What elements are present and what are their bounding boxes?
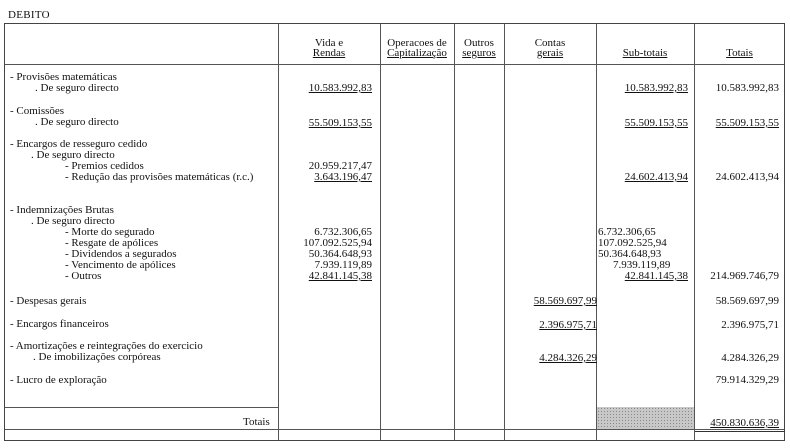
row-label: - Lucro de exploração bbox=[10, 374, 107, 386]
column-header-vida-line1: Vida e bbox=[314, 37, 344, 49]
total-value: 2.396.975,71 bbox=[721, 319, 779, 331]
column-divider bbox=[504, 24, 505, 440]
column-header-contas-line2: gerais bbox=[536, 47, 564, 59]
subtotal-value: 7.939.119,89 bbox=[613, 259, 671, 271]
row-item-label: - Morte do segurado bbox=[65, 226, 155, 238]
row-item-label: - Dividendos a segurados bbox=[65, 248, 177, 260]
subtotal-value: 6.732.306,65 bbox=[598, 226, 656, 238]
footer-bottom-rule bbox=[5, 429, 784, 430]
column-header-outros-line2: seguros bbox=[462, 47, 496, 59]
row-label: - Encargos de resseguro cedido bbox=[10, 138, 148, 150]
vida-value: 42.841.145,38 bbox=[308, 270, 372, 282]
contas-value: 4.284.326,29 bbox=[539, 352, 597, 364]
vida-value: 3.643.196,47 bbox=[314, 171, 372, 183]
footer-totais-label: Totais bbox=[243, 416, 270, 428]
row-label: - Encargos financeiros bbox=[10, 318, 109, 330]
column-header-outros-line1: Outros bbox=[464, 37, 494, 49]
column-header-totais-label: Totais bbox=[726, 47, 753, 59]
row-label: - Amortizações e reintegrações do exercicio bbox=[10, 340, 203, 352]
column-header-operacoes-line1: Operacoes de bbox=[387, 37, 447, 49]
subtotal-value: 55.509.153,55 bbox=[624, 117, 688, 129]
total-value: 214.969.746,79 bbox=[710, 270, 779, 282]
subtotal-value: 107.092.525,94 bbox=[598, 237, 667, 249]
row-label: - Indemnizações Brutas bbox=[10, 204, 114, 216]
total-value: 79.914.329,29 bbox=[715, 374, 779, 386]
subtotal-value: 24.602.413,94 bbox=[624, 171, 688, 183]
row-sublabel: . De seguro directo bbox=[31, 149, 115, 161]
column-header-contas bbox=[504, 38, 596, 58]
subtotal-value: 10.583.992,83 bbox=[624, 82, 688, 94]
row-sublabel: . De seguro directo bbox=[31, 215, 115, 227]
contas-value: 2.396.975,71 bbox=[539, 319, 597, 331]
vida-value: 107.092.525,94 bbox=[303, 237, 372, 249]
vida-value: 55.509.153,55 bbox=[308, 117, 372, 129]
column-header-subtotais bbox=[596, 48, 694, 58]
column-divider bbox=[596, 24, 597, 440]
column-header-contas-line1: Contas bbox=[534, 37, 566, 49]
column-divider bbox=[454, 24, 455, 440]
contas-value: 58.569.697,99 bbox=[533, 295, 597, 307]
column-header-operacoes-line2: Capitalização bbox=[387, 47, 447, 59]
column-divider bbox=[278, 24, 279, 440]
total-value: 58.569.697,99 bbox=[715, 295, 779, 307]
column-header-vida-line2: Rendas bbox=[312, 47, 346, 59]
page-title: DEBITO bbox=[8, 9, 50, 21]
vida-value: 10.583.992,83 bbox=[308, 82, 372, 94]
vida-value: 7.939.119,89 bbox=[314, 259, 372, 271]
shaded-cell bbox=[597, 407, 694, 429]
row-sublabel: . De imobilizações corpóreas bbox=[33, 351, 161, 363]
row-item-label: - Redução das provisões matemáticas (r.c.) bbox=[65, 171, 254, 183]
row-item-label: - Outros bbox=[65, 270, 102, 282]
row-label: - Despesas gerais bbox=[10, 295, 87, 307]
column-header-subtotais-label: Sub-totais bbox=[622, 47, 668, 59]
column-header-operacoes bbox=[380, 38, 454, 58]
row-sublabel: . De seguro directo bbox=[35, 82, 119, 94]
double-underline bbox=[695, 431, 785, 432]
subtotal-value: 50.364.648,93 bbox=[598, 248, 662, 260]
column-header-vida bbox=[278, 38, 380, 58]
row-sublabel: . De seguro directo bbox=[35, 116, 119, 128]
grand-total-value: 450.830.636,39 bbox=[710, 417, 779, 429]
debit-table bbox=[4, 23, 785, 441]
vida-value: 50.364.648,93 bbox=[308, 248, 372, 260]
total-value: 4.284.326,29 bbox=[721, 352, 779, 364]
total-value: 10.583.992,83 bbox=[715, 82, 779, 94]
row-label: - Comissões bbox=[10, 105, 65, 117]
row-item-label: - Resgate de apólices bbox=[65, 237, 159, 249]
row-item-label: - Vencimento de apólices bbox=[65, 259, 176, 271]
subtotal-value: 42.841.145,38 bbox=[624, 270, 688, 282]
column-header-outros bbox=[454, 38, 504, 58]
total-value: 55.509.153,55 bbox=[715, 117, 779, 129]
footer-rule bbox=[5, 407, 278, 408]
row-item-label: - Premios cedidos bbox=[65, 160, 144, 172]
total-value: 24.602.413,94 bbox=[715, 171, 779, 183]
column-header-totais bbox=[694, 48, 785, 58]
header-rule bbox=[5, 64, 784, 65]
vida-value: 20.959.217,47 bbox=[308, 160, 372, 172]
column-divider bbox=[380, 24, 381, 440]
column-divider bbox=[694, 24, 695, 440]
vida-value: 6.732.306,65 bbox=[314, 226, 372, 238]
row-label: - Provisões matemáticas bbox=[10, 71, 117, 83]
